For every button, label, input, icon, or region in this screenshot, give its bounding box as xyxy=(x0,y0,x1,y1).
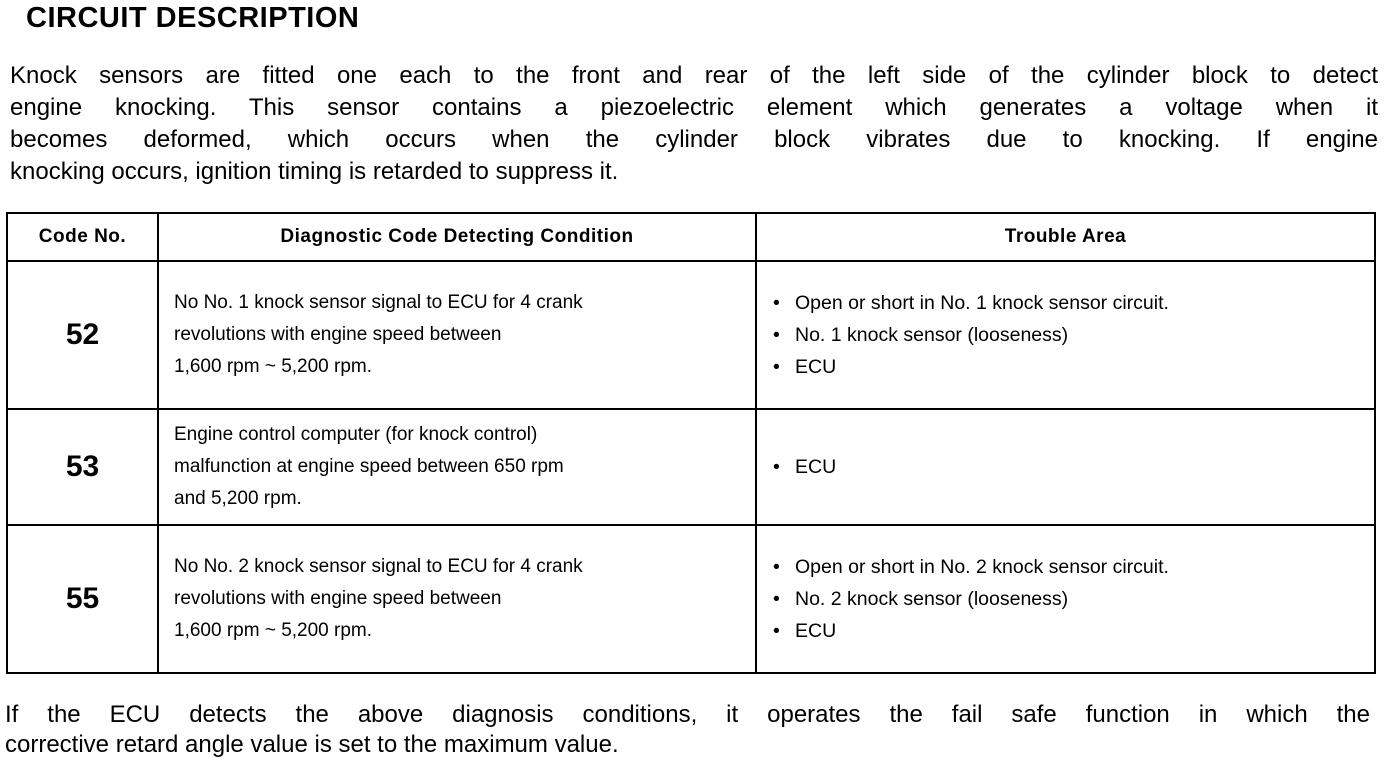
trouble-text: ECU xyxy=(795,620,837,642)
condition-line: and 5,200 rpm. xyxy=(174,488,302,509)
intro-paragraph xyxy=(10,60,1378,188)
condition-line: No No. 2 knock sensor signal to ECU for 4 crank xyxy=(174,556,583,577)
header-detecting-condition: Diagnostic Code Detecting Condition xyxy=(158,213,756,261)
trouble-area xyxy=(756,409,1375,525)
bullet-icon: • xyxy=(773,356,780,378)
condition-line: revolutions with engine speed between xyxy=(174,324,502,345)
intro-line: becomes deformed, which occurs when the cylinder block vibrates due to knocking. If engine xyxy=(10,126,1378,153)
table-row xyxy=(7,261,1375,409)
trouble-area xyxy=(756,525,1375,673)
closing-paragraph xyxy=(5,700,1370,758)
page-title: CIRCUIT DESCRIPTION xyxy=(26,2,360,34)
bullet-icon: • xyxy=(773,556,780,578)
trouble-text: No. 2 knock sensor (looseness) xyxy=(795,588,1069,610)
bullet-icon: • xyxy=(773,324,780,346)
detecting-condition xyxy=(158,525,756,673)
condition-line: No No. 1 knock sensor signal to ECU for 4 crank xyxy=(174,292,583,313)
trouble-list xyxy=(773,551,1374,647)
code-number: 52 xyxy=(7,261,158,409)
trouble-item xyxy=(773,615,1374,647)
condition-line: Engine control computer (for knock control) xyxy=(174,424,538,445)
trouble-item xyxy=(773,551,1374,583)
header-code-no: Code No. xyxy=(7,213,158,261)
bullet-icon: • xyxy=(773,456,780,478)
table-header-row xyxy=(7,213,1375,261)
bullet-icon: • xyxy=(773,620,780,642)
bullet-icon: • xyxy=(773,588,780,610)
trouble-text: No. 1 knock sensor (looseness) xyxy=(795,324,1069,346)
trouble-list xyxy=(773,451,1374,483)
condition-line: 1,600 rpm ~ 5,200 rpm. xyxy=(174,356,373,377)
table-row xyxy=(7,525,1375,673)
intro-line: engine knocking. This sensor contains a piezoelectric element which generates a voltage when it xyxy=(10,94,1378,121)
condition-line: malfunction at engine speed between 650 rpm xyxy=(174,456,564,477)
intro-line: knocking occurs, ignition timing is retarded to suppress it. xyxy=(10,158,619,185)
header-trouble-area: Trouble Area xyxy=(756,213,1375,261)
trouble-item xyxy=(773,351,1374,383)
trouble-item xyxy=(773,287,1374,319)
trouble-text: ECU xyxy=(795,456,837,478)
diagnostic-code-table xyxy=(6,212,1376,674)
condition-line: 1,600 rpm ~ 5,200 rpm. xyxy=(174,620,373,641)
condition-line: revolutions with engine speed between xyxy=(174,588,502,609)
trouble-text: Open or short in No. 1 knock sensor circuit. xyxy=(795,292,1169,314)
code-number: 53 xyxy=(7,409,158,525)
trouble-list xyxy=(773,287,1374,383)
trouble-item xyxy=(773,583,1374,615)
trouble-text: Open or short in No. 2 knock sensor circuit. xyxy=(795,556,1169,578)
code-number: 55 xyxy=(7,525,158,673)
detecting-condition xyxy=(158,409,756,525)
trouble-text: ECU xyxy=(795,356,837,378)
trouble-item xyxy=(773,451,1374,483)
trouble-area xyxy=(756,261,1375,409)
detecting-condition xyxy=(158,261,756,409)
closing-line: If the ECU detects the above diagnosis conditions, it operates the fail safe function in which the xyxy=(5,701,1370,728)
bullet-icon: • xyxy=(773,292,780,314)
table-row xyxy=(7,409,1375,525)
closing-line: corrective retard angle value is set to the maximum value. xyxy=(5,731,619,758)
intro-line: Knock sensors are fitted one each to the front and rear of the left side of the cylinder block to detect xyxy=(10,62,1378,89)
trouble-item xyxy=(773,319,1374,351)
